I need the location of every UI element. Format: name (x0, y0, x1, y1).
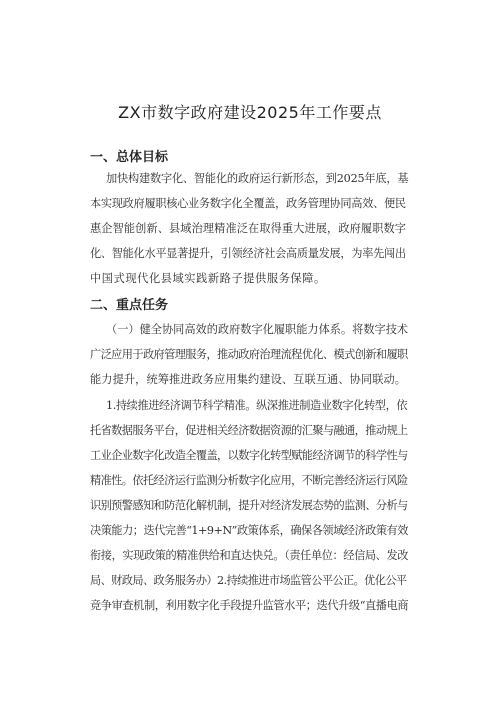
paragraph-line: 广泛应用于政府管理服务，推动政府治理流程优化、模式创新和履职 (90, 348, 408, 361)
paragraph-line: 加快构建数字化、智能化的政府运行新形态，到2025年底，基 (106, 172, 409, 185)
paragraph-line: 决策能力；迭代完善“1+9+N”政策体系，确保各领域经济政策有效 (90, 524, 408, 537)
paragraph-line: 1.持续推进经济调节科学精准。纵深推进制造业数字化转型，依 (106, 399, 408, 412)
section-heading-key-tasks: 二、重点任务 (90, 298, 169, 313)
document-title: ZX市数字政府建设2025年工作要点 (118, 103, 382, 122)
paragraph-line: 化、智能化水平显著提升，引领经济社会高质量发展，为率先闯出 (90, 247, 406, 260)
paragraph-line: （一）健全协同高效的政府数字化履职能力体系。将数字技术 (106, 323, 409, 336)
paragraph-line: 竞争审查机制，利用数字化手段提升监管水平；迭代升级“直播电商 (90, 599, 409, 612)
section-heading-overall-goal: 一、总体目标 (90, 150, 169, 165)
paragraph-line: 中国式现代化县域实践新路子提供服务保障。 (90, 272, 326, 285)
paragraph-line: 能力提升，统筹推进政务应用集约建设、互联互通、协同联动。 (90, 373, 407, 386)
paragraph-line: 精准性。依托经济运行监测分析数字化应用，不断完善经济运行风险 (90, 474, 408, 487)
paragraph-line: 识别预警感知和防范化解机制，提升对经济发展态势的监测、分析与 (90, 499, 408, 512)
paragraph-line: 托省数据服务平台，促进相关经济数据资源的汇聚与融通，推动规上 (90, 424, 408, 437)
paragraph-line: 衔接，实现政策的精准供给和直达快兑。（责任单位：经信局、发改 (90, 549, 409, 562)
paragraph-line: 本实现政府履职核心业务数字化全覆盖，政务管理协同高效、便民 (90, 197, 406, 210)
paragraph-line: 惠企智能创新、县域治理精准泛在取得重大进展，政府履职数字 (90, 222, 407, 235)
paragraph-line: 工业企业数字化改造全覆盖，以数字化转型赋能经济调节的科学性与 (90, 449, 408, 462)
paragraph-line: 局、财政局、政务服务办）2.持续推进市场监管公平公正。优化公平 (90, 574, 407, 587)
